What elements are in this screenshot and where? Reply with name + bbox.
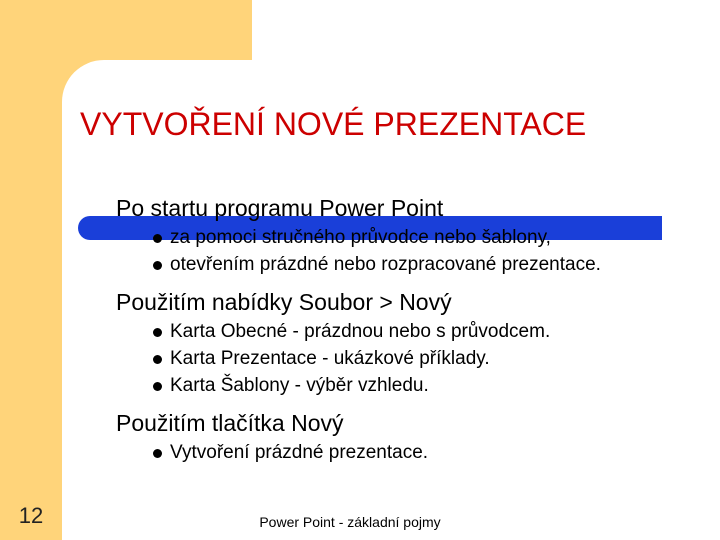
list-item-text: za pomoci stručného průvodce nebo šablony, [170,227,551,248]
slide-footer: Power Point - základní pojmy [259,514,441,530]
list-item [116,439,706,466]
page-number: 12 [18,503,44,528]
list-item [116,372,706,399]
list-item-text: otevřením prázdné nebo rozpracované prezentace. [170,254,601,275]
decor-orange-strip [0,0,62,540]
list-item-text: Vytvoření prázdné prezentace. [170,442,429,463]
list-item [116,345,706,372]
list-item [116,224,706,251]
slide-title: VYTVOŘENÍ NOVÉ PREZENTACE [80,106,587,142]
list-item-text: Karta Prezentace - ukázkové příklady. [170,348,490,369]
bullet-icon [153,261,162,270]
section-heading: Použitím nabídky Soubor > Nový [116,289,452,315]
bullet-icon [153,382,162,391]
list-item-text: Karta Obecné - prázdnou nebo s průvodcem. [170,321,551,342]
slide-content [116,190,706,466]
section-heading: Po startu programu Power Point [116,195,444,221]
section-heading: Použitím tlačítka Nový [116,410,344,436]
list-item [116,251,706,278]
bullet-icon [153,449,162,458]
bullet-icon [153,355,162,364]
bullet-icon [153,234,162,243]
bullet-icon [153,328,162,337]
list-item-text: Karta Šablony - výběr vzhledu. [170,375,429,396]
list-item [116,318,706,345]
